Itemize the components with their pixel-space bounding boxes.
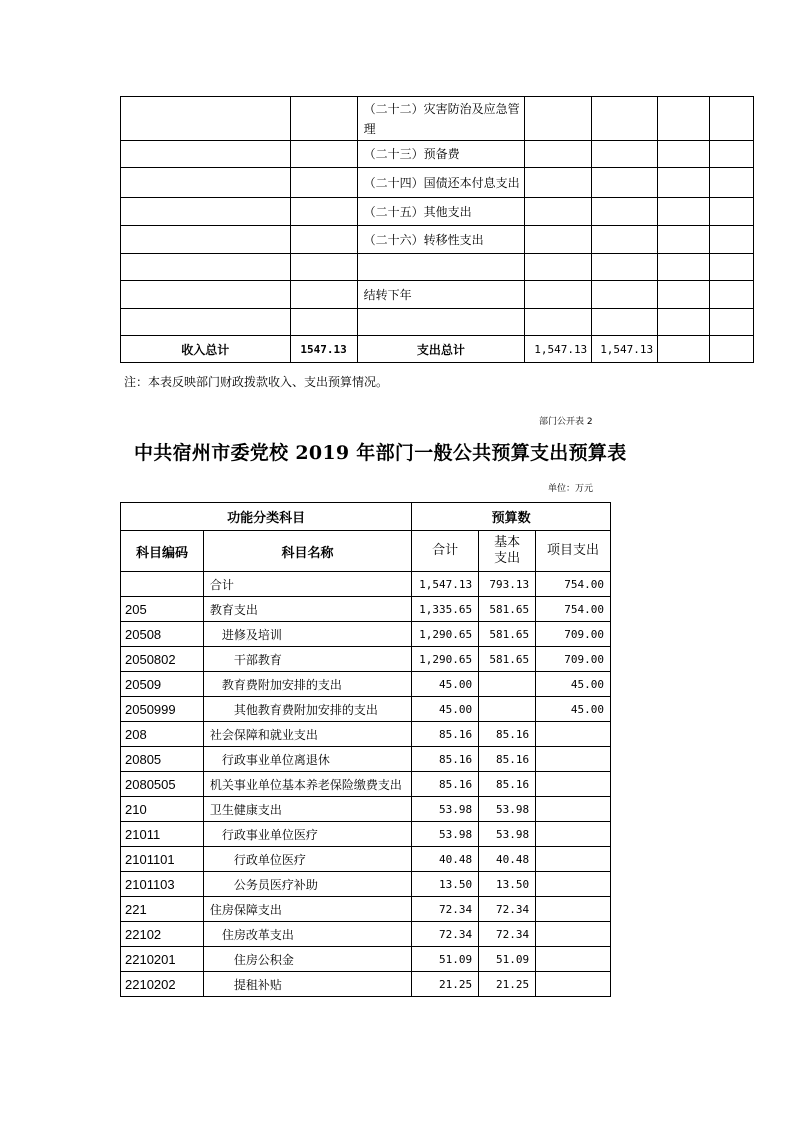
basic-expense: 53.98: [479, 822, 536, 847]
subject-name: 进修及培训: [203, 622, 411, 647]
subject-code: 210: [121, 797, 204, 822]
subject-code: 208: [121, 722, 204, 747]
total-amount: 51.09: [412, 947, 479, 972]
empty-cell: [710, 198, 754, 226]
empty-cell: [121, 141, 291, 168]
empty-cell: [710, 281, 754, 309]
table-row: [121, 872, 611, 897]
empty-cell: [658, 226, 710, 254]
empty-cell: [290, 226, 357, 254]
empty-cell: [592, 198, 658, 226]
empty-cell: [592, 168, 658, 198]
total-amount: 1,335.65: [412, 597, 479, 622]
table-row: [121, 141, 754, 168]
header-code: 科目编码: [121, 531, 204, 572]
table-row: [121, 772, 611, 797]
table-row: [121, 622, 611, 647]
expense-item-name: （二十六）转移性支出: [357, 226, 525, 254]
unit-label: 单位：万元: [548, 484, 594, 494]
total-amount: 72.34: [412, 922, 479, 947]
table-row: [121, 897, 611, 922]
table-row: [121, 597, 611, 622]
total-amount: 1,547.13: [412, 572, 479, 597]
total-amount: 72.34: [412, 897, 479, 922]
table-row: [121, 226, 754, 254]
total-amount: 13.50: [412, 872, 479, 897]
page-title: 中共宿州市委党校 2019 年部门一般公共预算支出预算表: [134, 442, 627, 464]
empty-cell: [525, 254, 592, 281]
table-row: [121, 572, 611, 597]
header-project: 项目支出: [536, 531, 611, 572]
basic-expense: 85.16: [479, 747, 536, 772]
empty-cell: [121, 281, 291, 309]
table-row: [121, 847, 611, 872]
empty-cell: [121, 254, 291, 281]
project-expense: [536, 897, 611, 922]
subject-code: 221: [121, 897, 204, 922]
table-row: [121, 647, 611, 672]
empty-cell: [658, 141, 710, 168]
subject-name: 干部教育: [203, 647, 411, 672]
project-expense: [536, 947, 611, 972]
project-expense: [536, 722, 611, 747]
empty-cell: [710, 226, 754, 254]
empty-cell: [592, 141, 658, 168]
basic-expense: 85.16: [479, 772, 536, 797]
income-total-label: 收入总计: [121, 336, 291, 363]
basic-expense: [479, 697, 536, 722]
empty-cell: [290, 198, 357, 226]
empty-cell: [592, 226, 658, 254]
expense-item-name: [357, 309, 525, 336]
empty-cell: [525, 97, 592, 141]
project-expense: [536, 772, 611, 797]
table-row: [121, 198, 754, 226]
header-name: 科目名称: [203, 531, 411, 572]
income-expense-table: [120, 96, 754, 363]
empty-cell: [592, 281, 658, 309]
subject-name: 教育支出: [203, 597, 411, 622]
basic-expense: 72.34: [479, 922, 536, 947]
subject-name: 行政事业单位离退休: [203, 747, 411, 772]
total-amount: 1,290.65: [412, 647, 479, 672]
total-amount: 45.00: [412, 697, 479, 722]
expense-item-name: [357, 254, 525, 281]
empty-cell: [710, 168, 754, 198]
empty-cell: [525, 168, 592, 198]
subject-name: 提租补贴: [203, 972, 411, 997]
table-note: 注：本表反映部门财政拨款收入、支出预算情况。: [124, 375, 389, 389]
empty-cell: [592, 97, 658, 141]
empty-cell: [710, 97, 754, 141]
subject-name: 卫生健康支出: [203, 797, 411, 822]
total-amount: 85.16: [412, 747, 479, 772]
subject-code: 2101101: [121, 847, 204, 872]
table-row: [121, 97, 754, 141]
empty-cell: [121, 198, 291, 226]
total-row: [121, 336, 754, 363]
empty-cell: [290, 254, 357, 281]
total-amount: 45.00: [412, 672, 479, 697]
header-function-category: 功能分类科目: [121, 503, 412, 531]
subject-code: 2050999: [121, 697, 204, 722]
total-amount: 40.48: [412, 847, 479, 872]
subject-code: 2050802: [121, 647, 204, 672]
expense-item-name: （二十二）灾害防治及应急管理: [357, 97, 525, 141]
table-row: [121, 972, 611, 997]
project-expense: [536, 972, 611, 997]
basic-expense: 85.16: [479, 722, 536, 747]
subject-name: 其他教育费附加安排的支出: [203, 697, 411, 722]
subject-code: 2210201: [121, 947, 204, 972]
subject-code: 20805: [121, 747, 204, 772]
header-row-1: [121, 503, 611, 531]
project-expense: 45.00: [536, 697, 611, 722]
empty-cell: [710, 336, 754, 363]
empty-cell: [658, 336, 710, 363]
basic-expense: [479, 672, 536, 697]
table-row: [121, 822, 611, 847]
project-expense: [536, 822, 611, 847]
expense-item-name: 结转下年: [357, 281, 525, 309]
subject-name: 住房保障支出: [203, 897, 411, 922]
header-basic: 基本支出: [479, 531, 536, 572]
expense-item-name: （二十四）国债还本付息支出: [357, 168, 525, 198]
empty-cell: [121, 226, 291, 254]
header-total: 合计: [412, 531, 479, 572]
subject-code: 2101103: [121, 872, 204, 897]
basic-expense: 581.65: [479, 597, 536, 622]
basic-expense: 581.65: [479, 647, 536, 672]
empty-cell: [658, 97, 710, 141]
total-amount: 85.16: [412, 772, 479, 797]
empty-cell: [121, 97, 291, 141]
project-expense: 709.00: [536, 622, 611, 647]
empty-cell: [121, 168, 291, 198]
subject-name: 社会保障和就业支出: [203, 722, 411, 747]
basic-expense: 21.25: [479, 972, 536, 997]
subject-name: 教育费附加安排的支出: [203, 672, 411, 697]
subject-code: 2080505: [121, 772, 204, 797]
table-row: [121, 797, 611, 822]
table-row: [121, 922, 611, 947]
subject-code: 20509: [121, 672, 204, 697]
empty-cell: [525, 226, 592, 254]
project-expense: [536, 872, 611, 897]
subject-code: 20508: [121, 622, 204, 647]
empty-cell: [710, 309, 754, 336]
table-row: [121, 309, 754, 336]
empty-cell: [592, 254, 658, 281]
total-amount: 53.98: [412, 822, 479, 847]
empty-cell: [525, 141, 592, 168]
project-expense: 709.00: [536, 647, 611, 672]
expenditure-budget-table: [120, 502, 611, 997]
project-expense: 45.00: [536, 672, 611, 697]
table-row: [121, 947, 611, 972]
empty-cell: [658, 254, 710, 281]
subject-name: 合计: [203, 572, 411, 597]
income-total-value: 1547.13: [290, 336, 357, 363]
empty-cell: [658, 281, 710, 309]
empty-cell: [658, 309, 710, 336]
total-amount: 53.98: [412, 797, 479, 822]
table-number: 部门公开表 2: [539, 417, 593, 427]
empty-cell: [525, 198, 592, 226]
total-amount: 85.16: [412, 722, 479, 747]
subject-code: [121, 572, 204, 597]
header-row-2: [121, 531, 611, 572]
basic-expense: 72.34: [479, 897, 536, 922]
project-expense: [536, 922, 611, 947]
basic-expense: 51.09: [479, 947, 536, 972]
empty-cell: [592, 309, 658, 336]
subject-code: 2210202: [121, 972, 204, 997]
empty-cell: [525, 281, 592, 309]
basic-expense: 40.48: [479, 847, 536, 872]
expense-total-value-1: 1,547.13: [525, 336, 592, 363]
table-row: [121, 254, 754, 281]
table-row: [121, 747, 611, 772]
subject-name: 机关事业单位基本养老保险缴费支出: [203, 772, 411, 797]
total-amount: 1,290.65: [412, 622, 479, 647]
project-expense: [536, 847, 611, 872]
subject-code: 21011: [121, 822, 204, 847]
subject-code: 205: [121, 597, 204, 622]
basic-expense: 581.65: [479, 622, 536, 647]
empty-cell: [121, 309, 291, 336]
subject-name: 住房公积金: [203, 947, 411, 972]
expense-item-name: （二十五）其他支出: [357, 198, 525, 226]
project-expense: [536, 797, 611, 822]
empty-cell: [290, 281, 357, 309]
header-budget-amount: 预算数: [412, 503, 611, 531]
subject-name: 行政事业单位医疗: [203, 822, 411, 847]
basic-expense: 53.98: [479, 797, 536, 822]
table-row: [121, 168, 754, 198]
empty-cell: [658, 168, 710, 198]
empty-cell: [290, 141, 357, 168]
expense-total-label: 支出总计: [357, 336, 525, 363]
total-amount: 21.25: [412, 972, 479, 997]
table-row: [121, 722, 611, 747]
empty-cell: [525, 309, 592, 336]
empty-cell: [658, 198, 710, 226]
income-expense-table-body: [121, 97, 754, 336]
subject-name: 公务员医疗补助: [203, 872, 411, 897]
empty-cell: [710, 141, 754, 168]
subject-code: 22102: [121, 922, 204, 947]
basic-expense: 793.13: [479, 572, 536, 597]
table-row: [121, 672, 611, 697]
subject-name: 行政单位医疗: [203, 847, 411, 872]
table-row: [121, 697, 611, 722]
project-expense: [536, 747, 611, 772]
expense-total-value-2: 1,547.13: [592, 336, 658, 363]
empty-cell: [290, 97, 357, 141]
project-expense: 754.00: [536, 572, 611, 597]
empty-cell: [710, 254, 754, 281]
project-expense: 754.00: [536, 597, 611, 622]
basic-expense: 13.50: [479, 872, 536, 897]
empty-cell: [290, 309, 357, 336]
subject-name: 住房改革支出: [203, 922, 411, 947]
empty-cell: [290, 168, 357, 198]
expense-item-name: （二十三）预备费: [357, 141, 525, 168]
table-row: [121, 281, 754, 309]
expenditure-budget-table-body: [121, 572, 611, 997]
